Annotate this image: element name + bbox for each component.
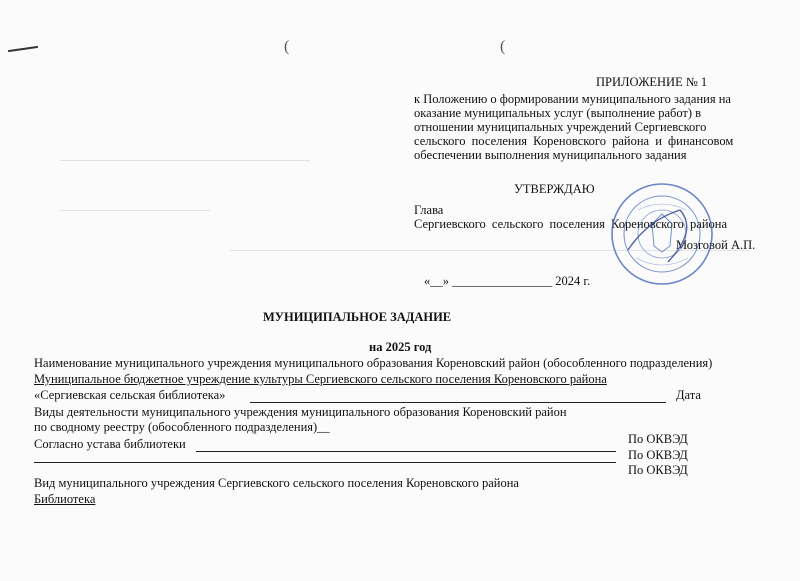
appendix-line: к Положению о формировании муниципального задания на — [414, 92, 731, 106]
document-year: на 2025 год — [369, 340, 432, 354]
appendix-line: обеспечении выполнения муниципального задания — [414, 148, 687, 162]
hole-mark-left: ( — [284, 38, 290, 55]
institution-name-line2: «Сергиевская сельская библиотека» — [34, 388, 226, 402]
charter-label: Согласно устава библиотеки — [34, 437, 186, 451]
date-label: Дата — [676, 388, 701, 402]
institution-name-label: Наименование муниципального учреждения муниципального образования Кореновский район (обособленного подразделения) — [34, 356, 713, 370]
registry-label: по сводному реестру (обособленного подразделения)__ — [34, 420, 330, 434]
official-seal-icon — [608, 180, 716, 288]
institution-kind-label: Вид муниципального учреждения Сергиевского сельского поселения Кореновского района — [34, 476, 519, 490]
appendix-label: ПРИЛОЖЕНИЕ № 1 — [596, 75, 708, 89]
document-title: МУНИЦИПАЛЬНОЕ ЗАДАНИЕ — [263, 310, 452, 324]
bleed-line — [60, 210, 210, 211]
approver-title: Глава — [414, 203, 444, 217]
scan-mark — [8, 46, 38, 52]
activity-types-label: Виды деятельности муниципального учреждения муниципального образования Кореновский район — [34, 405, 567, 419]
okved-label: По ОКВЭД — [628, 448, 688, 462]
okved-label: По ОКВЭД — [628, 463, 688, 477]
approver-name: Мозговой А.П. — [676, 238, 756, 252]
fill-line — [196, 451, 616, 452]
institution-kind-value: Библиотека — [34, 492, 96, 506]
institution-name-line1: Муниципальное бюджетное учреждение культуры Сергиевского сельского поселения Кореновского района — [34, 372, 607, 386]
appendix-line: сельского поселения Кореновского района и финансовом — [414, 134, 734, 148]
hole-mark-right: ( — [500, 38, 506, 55]
fill-line — [250, 402, 666, 403]
bleed-line — [60, 160, 310, 161]
fill-line — [34, 462, 616, 463]
approve-label: УТВЕРЖДАЮ — [514, 182, 595, 196]
appendix-line: оказание муниципальных услуг (выполнение работ) в — [414, 106, 702, 120]
approval-date: «__» ________________ 2024 г. — [424, 274, 591, 288]
okved-label: По ОКВЭД — [628, 432, 688, 446]
appendix-line: отношении муниципальных учреждений Сергиевского — [414, 120, 707, 134]
approver-org: Сергиевского сельского поселения Кореновского района — [414, 217, 727, 231]
